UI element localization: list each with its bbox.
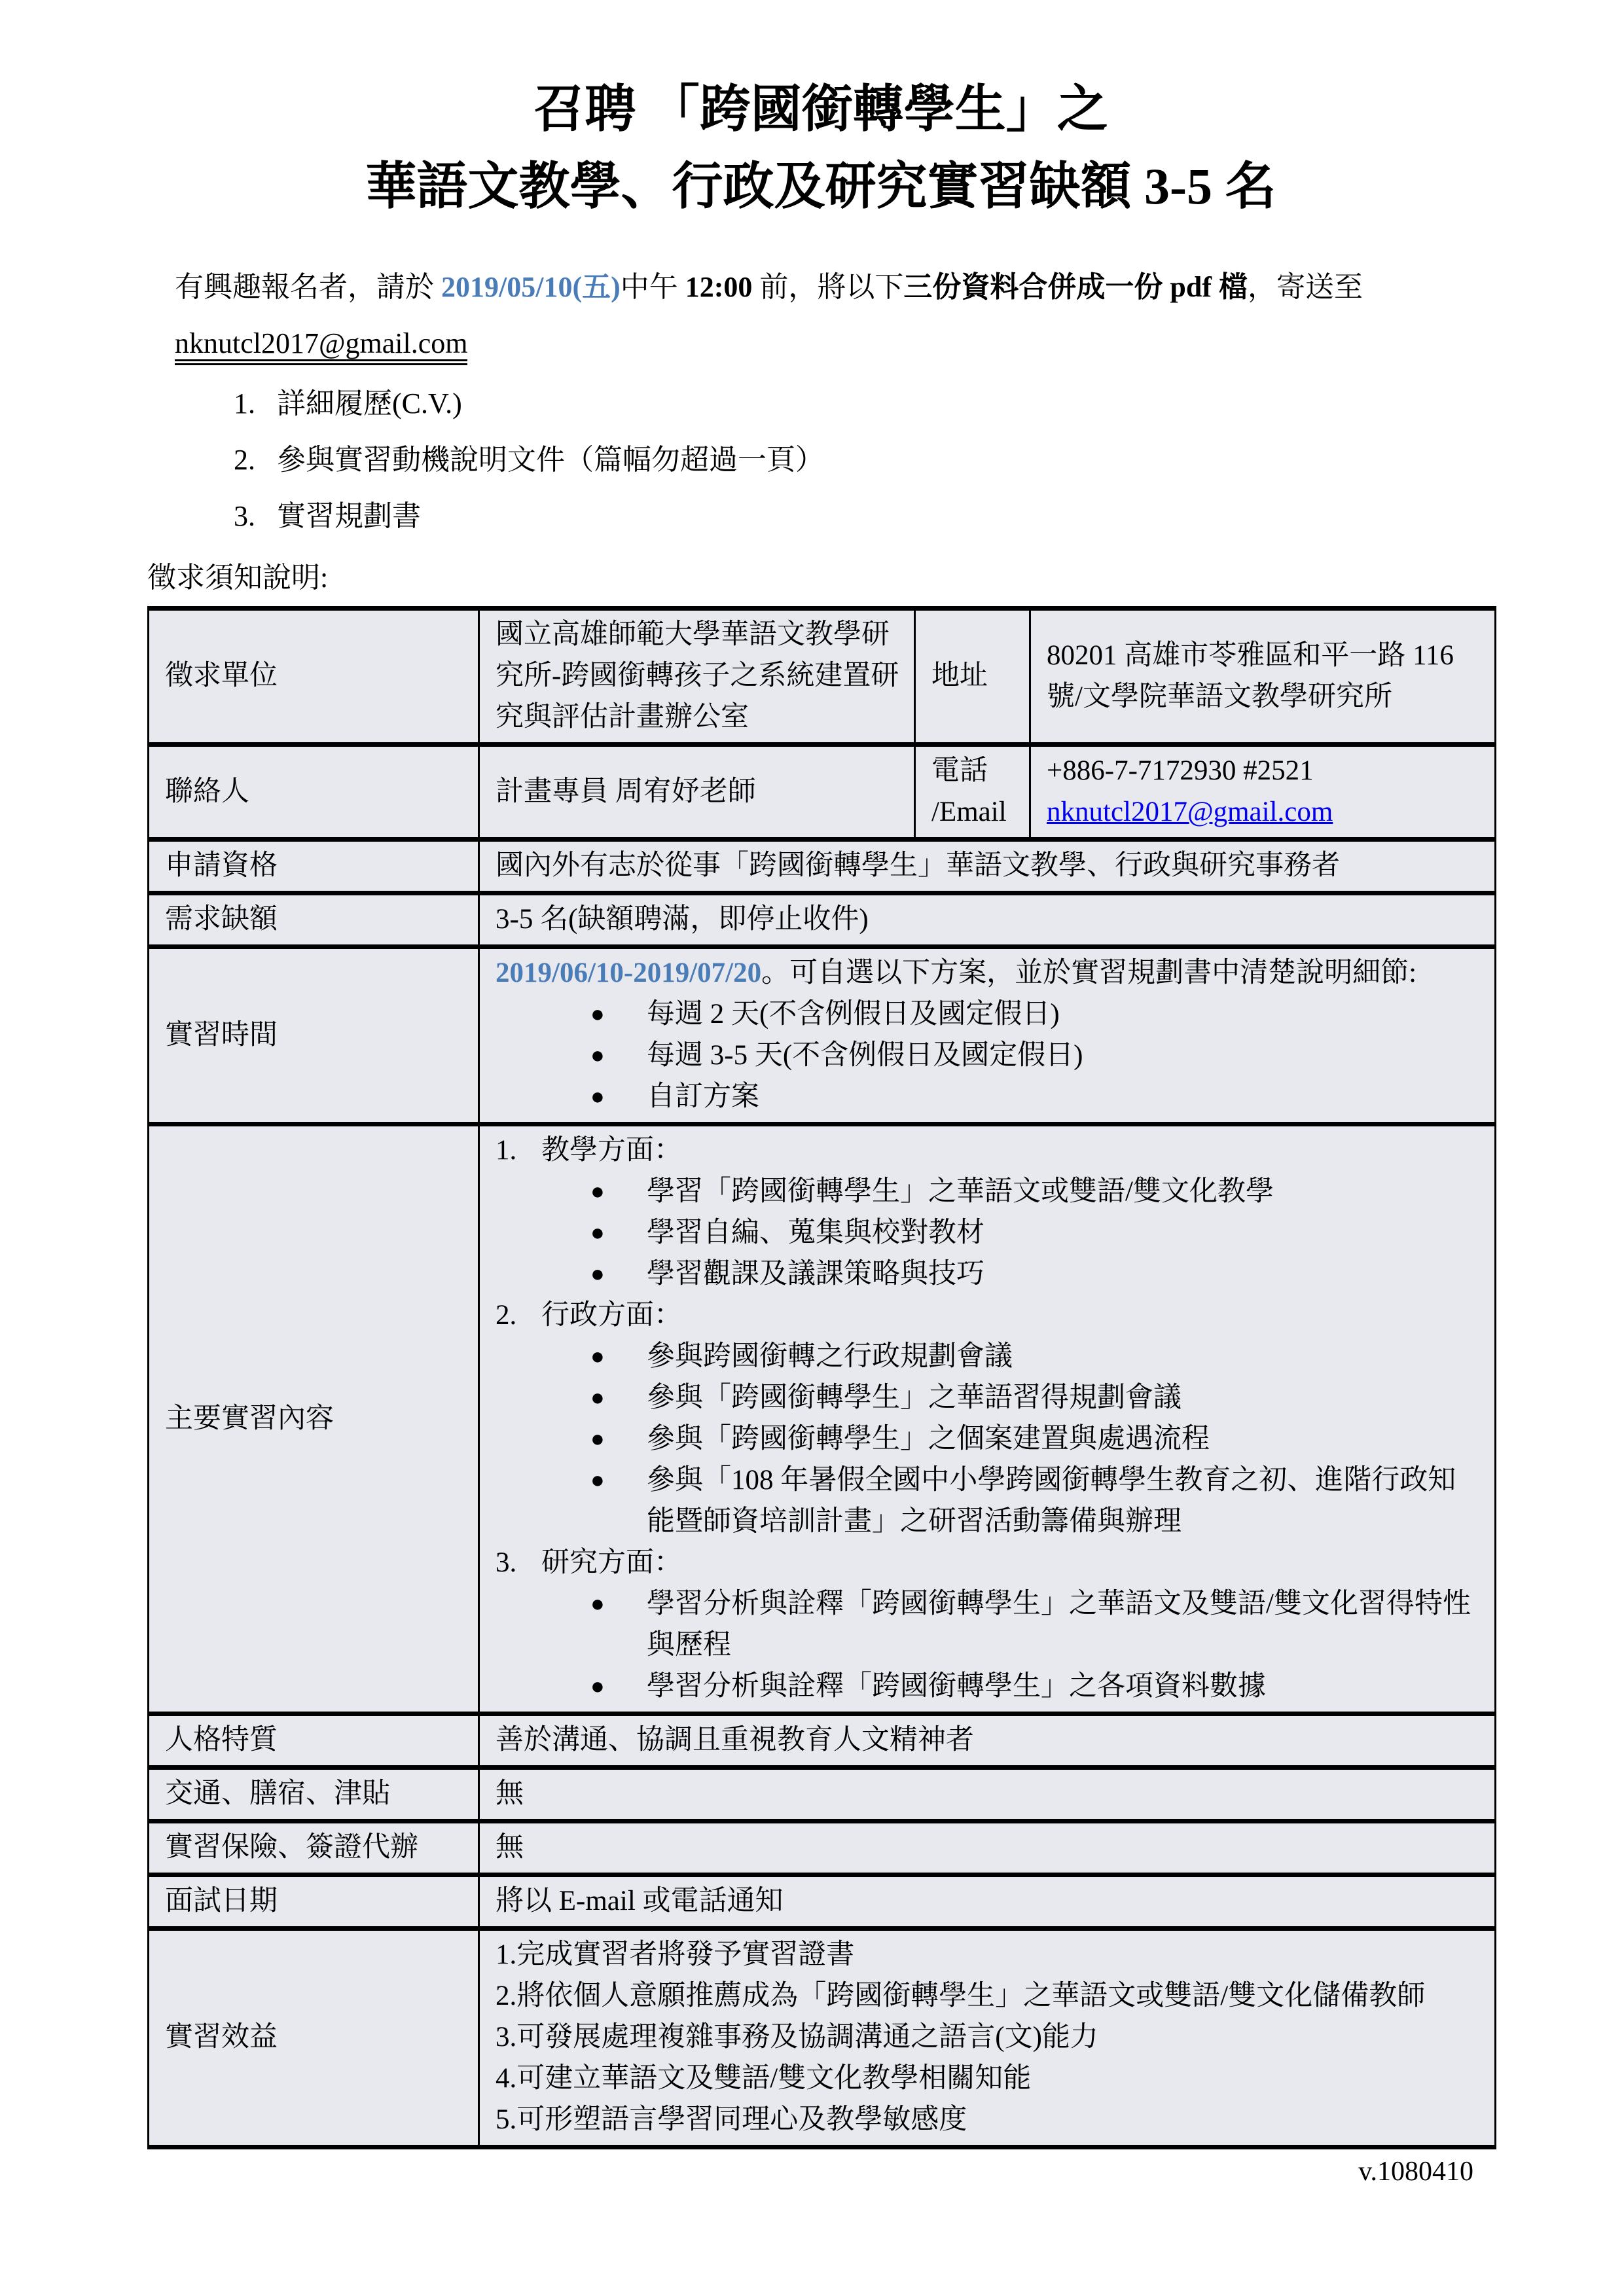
row-label-insurance: 實習保險、簽證代辦 — [149, 1821, 479, 1875]
content-bullet — [590, 1253, 1481, 1295]
intern-time-option — [590, 1035, 1481, 1076]
table-row — [149, 893, 1496, 947]
recruit-unit-value: 國立高雄師範大學華語文教學研究所-跨國銜轉孩子之系統建置研究與評估計畫辦公室 — [479, 609, 915, 745]
list-item-text: 參與實習動機說明文件（篇幅勿超過一頁） — [277, 444, 824, 476]
recruitment-info-table — [147, 606, 1496, 2149]
row-label-address: 地址 — [915, 609, 1030, 745]
bullet-icon: ● — [590, 1178, 605, 1204]
intro-text-pre: 有興趣報名者，請於 — [175, 271, 441, 303]
option-text: 自訂方案 — [647, 1081, 759, 1112]
bullet-icon: ● — [590, 1219, 605, 1246]
bullet-icon: ● — [590, 1673, 605, 1699]
bullet-icon: ● — [590, 1261, 605, 1287]
option-text: 每週 2 天(不含例假日及國定假日) — [647, 999, 1060, 1030]
bullet-text: 學習分析與詮釋「跨國銜轉學生」之華語文及雙語/雙文化習得特性與歷程 — [647, 1588, 1471, 1660]
document-version: v.1080410 — [1358, 2157, 1473, 2187]
table-row — [149, 1875, 1496, 1929]
section-heading — [496, 1295, 1481, 1336]
application-email-link[interactable]: nknutcl2017@gmail.com — [175, 327, 467, 365]
row-label-phone-email — [915, 745, 1030, 840]
intro-paragraph — [175, 259, 1462, 372]
table-row — [149, 947, 1496, 1124]
list-item-number: 2. — [234, 444, 255, 476]
benefit-item: 5.可形塑語言學習同理心及教學敏感度 — [496, 2104, 967, 2135]
bullet-text: 參與「108 年暑假全國中小學跨國銜轉學生教育之初、進階行政知能暨師資培訓計畫」之研習活動籌備與辦理 — [647, 1465, 1456, 1537]
bullet-text: 學習分析與詮釋「跨國銜轉學生」之各項資料數據 — [647, 1671, 1266, 1702]
attachment-list — [234, 376, 1494, 545]
content-bullet — [590, 1460, 1481, 1542]
intern-time-value — [479, 947, 1496, 1124]
intern-time-lead — [496, 952, 1481, 994]
benefit-item: 4.可建立華語文及雙語/雙文化教學相關知能 — [496, 2063, 1032, 2094]
merge-requirement-text: 三份資料合併成一份 pdf 檔 — [903, 271, 1248, 303]
main-content-value — [479, 1124, 1496, 1714]
table-row — [149, 1768, 1496, 1821]
table-row — [149, 1821, 1496, 1875]
content-bullet — [590, 1171, 1481, 1212]
benefit-item: 1.完成實習者將發予實習證書 — [496, 1939, 855, 1970]
content-bullet — [590, 1666, 1481, 1707]
bullet-icon: ● — [590, 1042, 605, 1068]
section-title: 研究方面： — [541, 1547, 682, 1578]
list-item — [234, 488, 1494, 545]
list-item-text: 詳細履歷(C.V.) — [277, 387, 462, 420]
personality-value: 善於溝通、協調且重視教育人文精神者 — [479, 1714, 1496, 1768]
row-label-intern-time: 實習時間 — [149, 947, 479, 1124]
row-label-personality: 人格特質 — [149, 1714, 479, 1768]
bullet-icon: ● — [590, 1467, 605, 1493]
table-row — [149, 745, 1496, 840]
bullet-text: 學習自編、蒐集與校對教材 — [647, 1217, 984, 1248]
list-item — [234, 376, 1494, 432]
address-value: 80201 高雄市苓雅區和平一路 116 號/文學院華語文教學研究所 — [1030, 609, 1496, 745]
vacancy-value: 3-5 名(缺額聘滿，即停止收件) — [479, 893, 1496, 947]
section-title: 行政方面： — [541, 1300, 682, 1331]
section-heading — [496, 1130, 1481, 1171]
row-label-main-content: 主要實習內容 — [149, 1124, 479, 1714]
intro-text-mid3: ，寄送至 — [1248, 271, 1363, 303]
section-number: 3. — [496, 1547, 517, 1578]
phone-email-value — [1030, 745, 1496, 840]
content-bullet — [590, 1336, 1481, 1377]
bullet-text: 參與「跨國銜轉學生」之華語習得規劃會議 — [647, 1382, 1182, 1413]
document-page — [147, 0, 1494, 2190]
intern-date-range: 2019/06/10-2019/07/20 — [496, 958, 762, 988]
phone-number: +886-7-7172930 #2521 — [1047, 755, 1314, 786]
row-label-benefits: 實習效益 — [149, 1929, 479, 2147]
benefit-item: 2.將依個人意願推薦成為「跨國銜轉學生」之華語文或雙語/雙文化儲備教師 — [496, 1981, 1426, 2011]
deadline-time: 12:00 — [685, 271, 753, 303]
allowance-value: 無 — [479, 1768, 1496, 1821]
table-row — [149, 609, 1496, 745]
section-heading — [496, 1542, 1481, 1583]
content-bullet — [590, 1583, 1481, 1666]
bullet-text: 學習「跨國銜轉學生」之華語文或雙語/雙文化教學 — [647, 1176, 1274, 1207]
title-line-1: 召聘 「跨國銜轉學生」之 — [533, 81, 1108, 137]
insurance-value: 無 — [479, 1821, 1496, 1875]
row-label-vacancy: 需求缺額 — [149, 893, 479, 947]
list-item-number: 1. — [234, 387, 255, 420]
qualification-value: 國內外有志於從事「跨國銜轉學生」華語文教學、行政與研究事務者 — [479, 840, 1496, 893]
bullet-icon: ● — [590, 1083, 605, 1109]
row-label-recruit-unit: 徵求單位 — [149, 609, 479, 745]
intro-text-mid1: 中午 — [620, 271, 685, 303]
benefits-value — [479, 1929, 1496, 2147]
bullet-text: 學習觀課及議課策略與技巧 — [647, 1259, 984, 1289]
section-number: 2. — [496, 1300, 517, 1331]
section-title: 教學方面： — [541, 1135, 682, 1166]
title-line-2: 華語文教學、行政及研究實習缺額 3-5 名 — [365, 158, 1276, 215]
table-row — [149, 1124, 1496, 1714]
row-label-interview: 面試日期 — [149, 1875, 479, 1929]
interview-value: 將以 E-mail 或電話通知 — [479, 1875, 1496, 1929]
bullet-icon: ● — [590, 1343, 605, 1369]
table-row — [149, 1714, 1496, 1768]
bullet-icon: ● — [590, 1384, 605, 1410]
bullet-icon: ● — [590, 1001, 605, 1027]
list-item — [234, 432, 1494, 488]
application-deadline: 2019/05/10(五) — [441, 271, 621, 303]
bullet-text: 參與跨國銜轉之行政規劃會議 — [647, 1341, 1013, 1372]
row-label-allowance: 交通、膳宿、津貼 — [149, 1768, 479, 1821]
content-bullet — [590, 1377, 1481, 1418]
contact-email-link[interactable]: nknutcl2017@gmail.com — [1047, 797, 1333, 827]
page-title — [147, 71, 1494, 225]
row-label-qualification: 申請資格 — [149, 840, 479, 893]
email-label: /Email — [931, 797, 1007, 827]
section-number: 1. — [496, 1135, 517, 1166]
benefit-item: 3.可發展處理複雜事務及協調溝通之語言(文)能力 — [496, 2022, 1098, 2053]
list-item-number: 3. — [234, 500, 255, 532]
table-row — [149, 840, 1496, 893]
intern-time-option — [590, 994, 1481, 1035]
table-caption: 徵求須知說明: — [147, 562, 329, 594]
list-item-text: 實習規劃書 — [277, 500, 421, 532]
option-text: 每週 3-5 天(不含例假日及國定假日) — [647, 1040, 1083, 1071]
bullet-icon: ● — [590, 1590, 605, 1617]
intern-time-lead-text: 。可自選以下方案，並於實習規劃書中清楚說明細節: — [761, 958, 1417, 988]
content-bullet — [590, 1418, 1481, 1460]
row-label-contact: 聯絡人 — [149, 745, 479, 840]
bullet-icon: ● — [590, 1426, 605, 1452]
phone-label: 電話 — [931, 755, 988, 786]
bullet-text: 參與「跨國銜轉學生」之個案建置與處遇流程 — [647, 1424, 1210, 1454]
intern-time-option — [590, 1076, 1481, 1117]
contact-person-value: 計畫專員 周宥妤老師 — [479, 745, 915, 840]
content-bullet — [590, 1212, 1481, 1253]
intro-text-mid2: 前，將以下 — [752, 271, 904, 303]
table-row — [149, 1929, 1496, 2147]
